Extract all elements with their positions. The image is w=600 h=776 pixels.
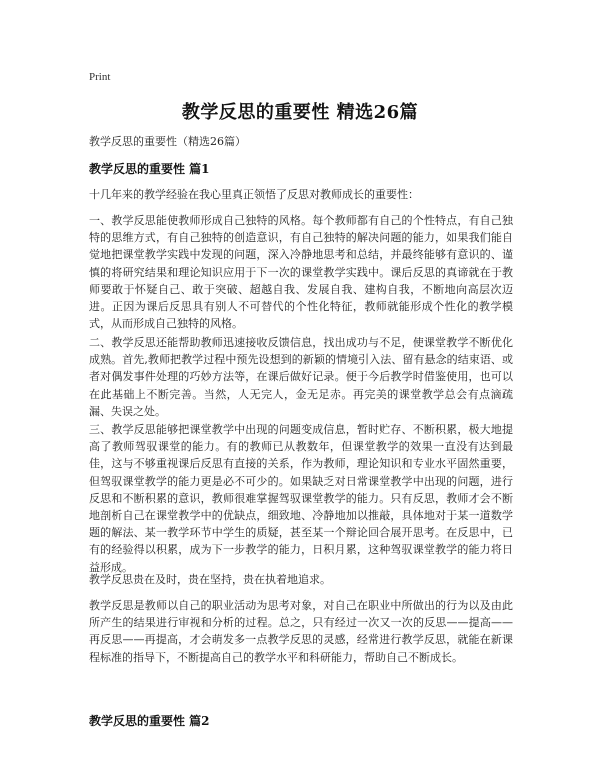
page-title: 教学反思的重要性 精选26篇 [181,102,419,123]
section-heading-1: 教学反思的重要性 篇1 [89,162,210,176]
paragraph-point-one: 一、教学反思能使教师形成自己独特的风格。每个教师都有自己的个性特点，有自己独特的思维方式，有自己独特的创造意识，有自己独特的解决问题的能力，如果我们能自觉地把课堂教学实践中发现的问题，深入冷静地思考和总结，并最终能够有意识的、谨慎的将研究结果和理论知识应用于下一次的课堂教学实践中。课后反思的真谛就在于教师要敢于怀疑自己、敢于突破、超越自我、发展自我、建构自我，不断地向高层次迈进。正因为课后反思具有别人不可替代的个性化特征，教师就能形成个性化的教学模式，从而形成自己独特的风格。 [89,214,513,331]
document-subtitle: 教学反思的重要性（精选26篇） [89,135,246,148]
paragraph-point-two: 二、教学反思还能帮助教师迅速接收反馈信息，找出成功与不足，使课堂教学不断优化成熟。首先,教师把教学过程中预先设想到的新颖的情境引入法、留有悬念的结束语、或者对偶发事件处理的巧妙方法等，在课后做好记录。便于今后教学时借鉴使用，也可以在此基础上不断完善。当然，人无完人，金无足赤。再完美的课堂教学总会有点滴疏漏、失误之处。 [89,336,513,418]
section-heading-2: 教学反思的重要性 篇2 [89,714,210,728]
paragraph-intro: 十几年来的教学经验在我心里真正领悟了反思对教师成长的重要性： [89,188,419,201]
paragraph-conclusion: 教学反思是教师以自己的职业活动为思考对象，对自己在职业中所做出的行为以及由此所产生的结果进行审视和分析的过程。总之，只有经过一次又一次的反思——提高——再反思——再提高，才会萌发多一点教学反思的灵感，经常进行教学反思，就能在新课程标准的指导下，不断提高自己的教学水平和科研能力，帮助自己不断成长。 [89,599,513,664]
paragraph-point-three: 三、教学反思能够把课堂教学中出现的问题变成信息，暂时贮存、不断积累，极大地提高了教师驾驭课堂的能力。有的教师已从教数年，但课堂教学的效果一直没有达到最佳，这与不够重视课后反思有直接的关系，作为教师，理论知识和专业水平固然重要，但驾驭课堂教学的能力更是必不可少的。如果缺乏对日常课堂教学中出现的问题，进行反思和不断积累的意识，教师很难掌握驾驭课堂教学的能力。只有反思，教师才会不断地剖析自己在课堂教学中的优缺点，细致地、冷静地加以推敲，具体地对于某一道数学题的解法、某一教学环节中学生的质疑，甚至某一个辩论回合展开思考。在反思中，已有的经验得以积累，成为下一步教学的能力，日积月累，这种驾驭课堂教学的能力将日益形成。 [89,423,513,574]
print-label[interactable]: Print [89,71,111,83]
paragraph-timeliness: 教学反思贵在及时，贵在坚持，贵在执着地追求。 [89,573,331,586]
